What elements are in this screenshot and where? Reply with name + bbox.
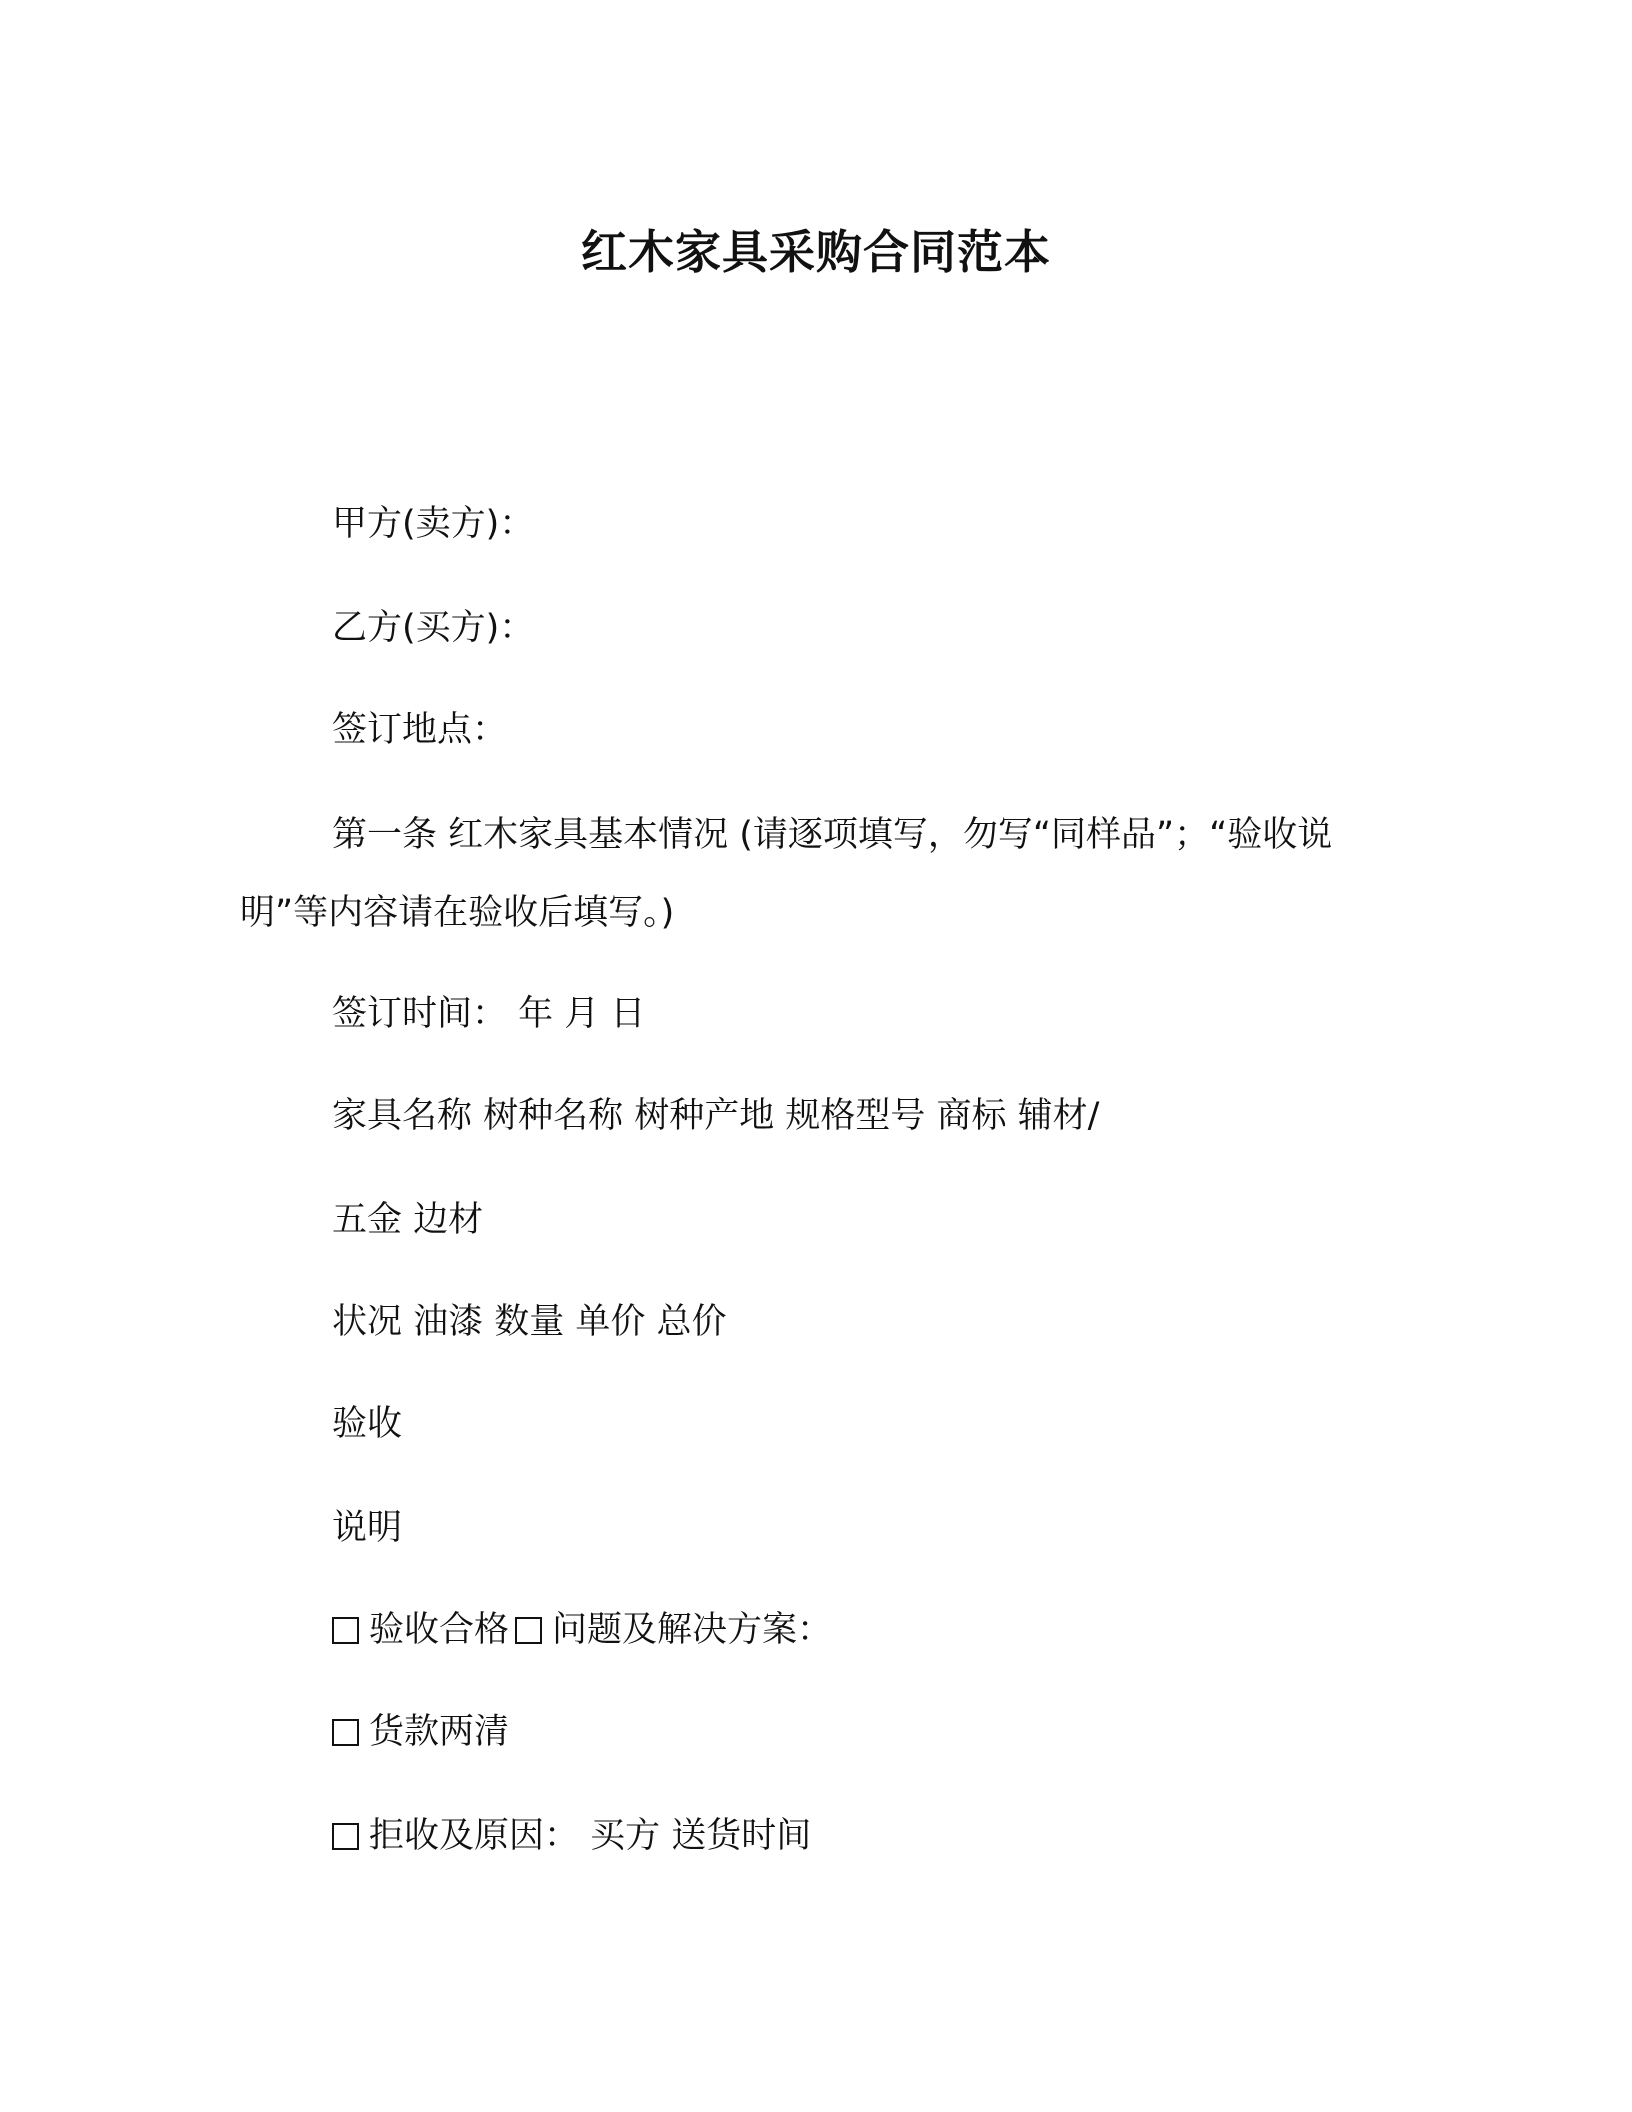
table-header-line-1: 家具名称 树种名称 树种产地 规格型号 商标 辅材/ — [332, 1096, 1100, 1136]
reject-option-line — [332, 1812, 811, 1860]
sign-place-line: 签订地点： — [332, 710, 508, 750]
party-a-line: 甲方(卖方)： — [332, 504, 535, 544]
pass-option-label: 验收合格 — [369, 1610, 510, 1650]
table-header-line-3: 状况 油漆 数量 单价 总价 — [332, 1302, 727, 1342]
sign-time-line: 签订时间： 年 月 日 — [332, 994, 646, 1034]
paid-checkbox[interactable] — [332, 1719, 359, 1746]
explanation-label: 说明 — [332, 1508, 403, 1548]
acceptance-label: 验收 — [332, 1404, 403, 1444]
article-1-paragraph: 第一条 红木家具基本情况 (请逐项填写，勿写“同样品”；“验收说明”等内容请在验收后填写。) — [240, 815, 1333, 933]
party-b-line: 乙方(买方)： — [332, 608, 535, 648]
document-title: 红木家具采购合同范本 — [581, 225, 1051, 279]
payment-option-line — [332, 1708, 509, 1756]
issue-option-label: 问题及解决方案： — [552, 1610, 833, 1650]
acceptance-options-line — [332, 1606, 832, 1654]
table-header-line-2: 五金 边材 — [332, 1200, 484, 1240]
reject-checkbox[interactable] — [332, 1823, 359, 1850]
reject-option-label: 拒收及原因： 买方 送货时间 — [369, 1816, 812, 1856]
issue-checkbox[interactable] — [515, 1617, 542, 1644]
pass-checkbox[interactable] — [332, 1617, 359, 1644]
paid-option-label: 货款两清 — [369, 1712, 510, 1752]
